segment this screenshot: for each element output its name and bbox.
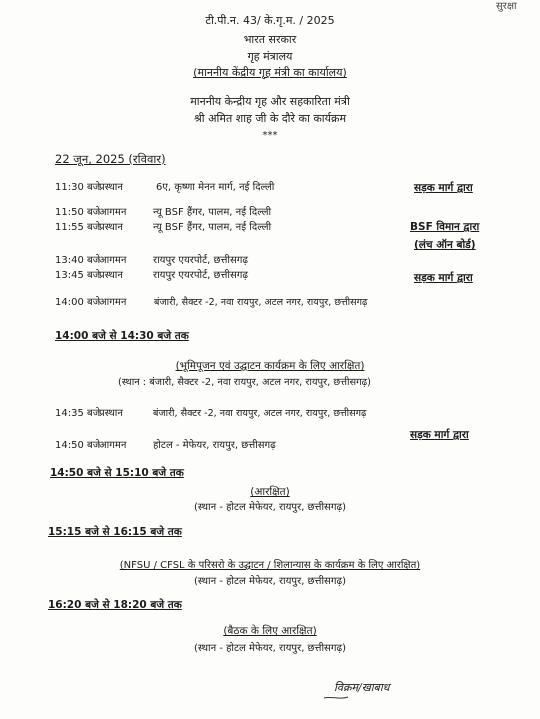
event-description: (बैठक के लिए आरक्षित): [223, 625, 317, 637]
row-time: 13:45 बजे: [55, 270, 101, 281]
event-location: (स्थान : बंजारी, सैक्टर -2, नवा रायपुर, अटल नगर, रायपुर, छत्तीसगढ़): [118, 377, 371, 388]
row-place: 6ए, कृष्णा मेनन मार्ग, नई दिल्ली: [156, 182, 275, 193]
row-time: 14:35 बजे: [55, 408, 101, 419]
row-action: प्रस्थान: [99, 408, 123, 419]
row-time: 14:00 बजे: [55, 297, 101, 308]
corner-mark: सुरक्षा: [496, 1, 517, 12]
travel-mode: BSF विमान द्वारा: [410, 221, 480, 233]
row-action: आगमन: [99, 255, 127, 266]
time-block-heading: 15:15 बजे से 16:15 बजे तक: [48, 526, 182, 538]
row-action: प्रस्थान: [99, 182, 123, 193]
row-place: बंजारी, सैक्टर -2, नवा रायपुर, अटल नगर, रायपुर, छत्तीसगढ़: [153, 408, 367, 419]
row-place: न्यू BSF हैंगर, पालम, नई दिल्ली: [153, 207, 272, 218]
travel-mode: सड़क मार्ग द्वारा: [410, 429, 469, 441]
event-description: (भूमिपूजन एवं उद्घाटन कार्यक्रम के लिए आरक्षित): [175, 360, 365, 372]
travel-mode: सड़क मार्ग द्वारा: [414, 272, 473, 284]
row-time: 11:55 बजे: [55, 222, 101, 233]
row-action: आगमन: [99, 440, 127, 451]
date-heading: 22 जून, 2025 (रविवार): [55, 152, 166, 166]
time-block-heading: 14:50 बजे से 15:10 बजे तक: [50, 467, 184, 479]
office-name: (माननीय केंद्रीय गृह मंत्री का कार्यालय): [193, 66, 347, 79]
row-time: 13:40 बजे: [55, 255, 101, 266]
travel-mode: सड़क मार्ग द्वारा: [414, 182, 473, 194]
reference-number: टी.पी.न. 43/ के.गृ.म. / 2025: [205, 14, 335, 27]
ministry-name: गृह मंत्रालय: [247, 50, 293, 63]
row-place: बंजारी, सैक्टर -2, नवा रायपुर, अटल नगर, रायपुर, छत्तीसगढ़: [154, 297, 368, 308]
event-description: (NFSU / CFSL के परिसरो के उद्घाटन / शिलान्यास के कार्यक्रम के लिए आरक्षित): [119, 560, 421, 571]
title-line-1: माननीय केन्द्रीय गृह और सहकारिता मंत्री: [190, 95, 350, 108]
government-name: भारत सरकार: [243, 33, 297, 46]
event-location: (स्थान - होटल मेफेयर, रायपुर, छत्तीसगढ़): [194, 643, 346, 654]
row-action: प्रस्थान: [99, 222, 123, 233]
signature-text: विक्रम/खाबाध: [334, 681, 390, 694]
row-time: 11:30 बजे: [55, 182, 101, 193]
row-time: 14:50 बजे: [55, 440, 101, 451]
event-description: (आरक्षित): [250, 486, 290, 498]
time-block-heading: 14:00 बजे से 14:30 बजे तक: [55, 330, 189, 342]
row-place: रायपुर एयरपोर्ट, छत्तीसगढ़: [153, 270, 249, 281]
title-line-2: श्री अमित शाह जी के दौरे का कार्यक्रम: [193, 112, 347, 125]
row-place: न्यू BSF हैंगर, पालम, नई दिल्ली: [153, 222, 272, 233]
time-block-heading: 16:20 बजे से 18:20 बजे तक: [48, 599, 182, 611]
event-location: (स्थान - होटल मेफेयर, रायपुर, छत्तीसगढ़): [194, 576, 346, 587]
travel-note: (लंच ऑन बोर्ड): [414, 239, 476, 251]
row-time: 11:50 बजे: [55, 207, 101, 218]
row-place: रायपुर एयरपोर्ट, छत्तीसगढ़: [153, 255, 249, 266]
row-place: होटल - मेफेयर, रायपुर, छत्तीसगढ़: [153, 440, 276, 451]
row-action: आगमन: [99, 297, 127, 308]
signature: [322, 676, 432, 706]
event-location: (स्थान - होटल मेफेयर, रायपुर, छत्तीसगढ़): [194, 502, 346, 513]
row-action: प्रस्थान: [99, 270, 123, 281]
stars-separator: ***: [262, 130, 278, 141]
row-action: आगमन: [99, 207, 127, 218]
